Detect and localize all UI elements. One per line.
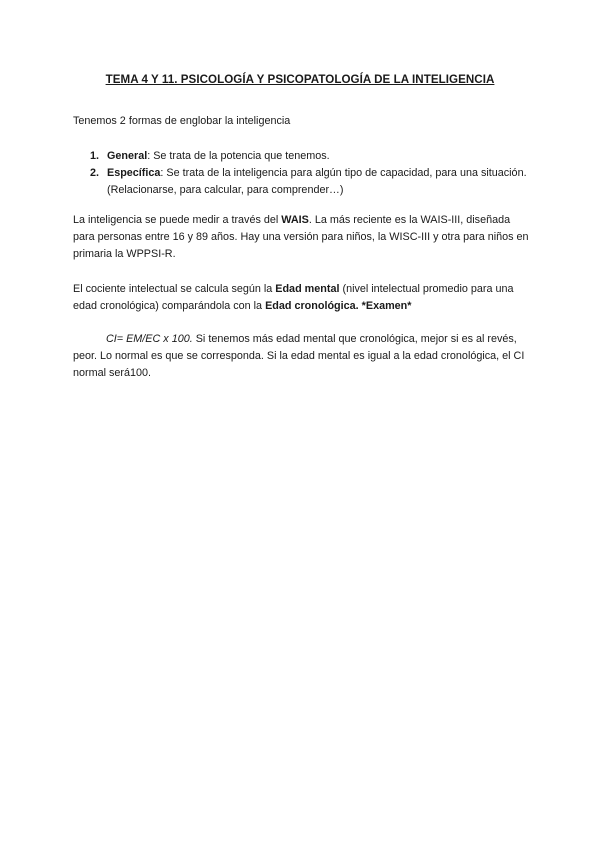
numbered-list xyxy=(73,148,543,199)
ci-text-a: El cociente intelectual se calcula según la xyxy=(73,283,276,295)
list-term: Específica xyxy=(107,167,161,179)
wais-text-a: La inteligencia se puede medir a través del xyxy=(73,214,282,226)
ci-paragraph xyxy=(73,281,533,315)
ci-text-c: (nivel intelectual promedio para una edad cronológica) comparándola con la xyxy=(73,283,514,312)
ci-term-cronologica: Edad cronológica. *Examen* xyxy=(265,300,412,312)
formula-text: Si tenemos más edad mental que cronológica, mejor si es al revés, peor. Lo normal es que se corresponda. Si la edad mental es igual a la edad cronológica, el CI normal será100. xyxy=(73,333,525,379)
page-title: TEMA 4 Y 11. PSICOLOGÍA Y PSICOPATOLOGÍA DE LA INTELIGENCIA xyxy=(105,73,495,86)
ci-formula: CI= EM/EC x 100. xyxy=(106,333,193,345)
wais-paragraph xyxy=(73,212,533,263)
wais-term: WAIS xyxy=(281,214,309,226)
list-text: : Se trata de la inteligencia para algún tipo de capacidad, para una situación. (Relacionarse, para calcular, para comprender…) xyxy=(107,167,527,196)
wais-text-c: . La más reciente es la WAIS-III, diseñada para personas entre 16 y 89 años. Hay una versión para niños, la WISC-III y otra para niños en primaria la WPPSI-R. xyxy=(73,214,529,260)
list-text: : Se trata de la potencia que tenemos. xyxy=(147,150,330,162)
intro-paragraph: Tenemos 2 formas de englobar la inteligencia xyxy=(73,115,291,127)
list-item xyxy=(73,165,543,199)
ci-term-mental: Edad mental xyxy=(275,283,340,295)
list-item xyxy=(73,148,543,165)
formula-paragraph xyxy=(73,331,533,382)
list-term: General xyxy=(107,150,148,162)
list-number: 1. xyxy=(90,150,100,162)
list-number: 2. xyxy=(90,167,100,179)
